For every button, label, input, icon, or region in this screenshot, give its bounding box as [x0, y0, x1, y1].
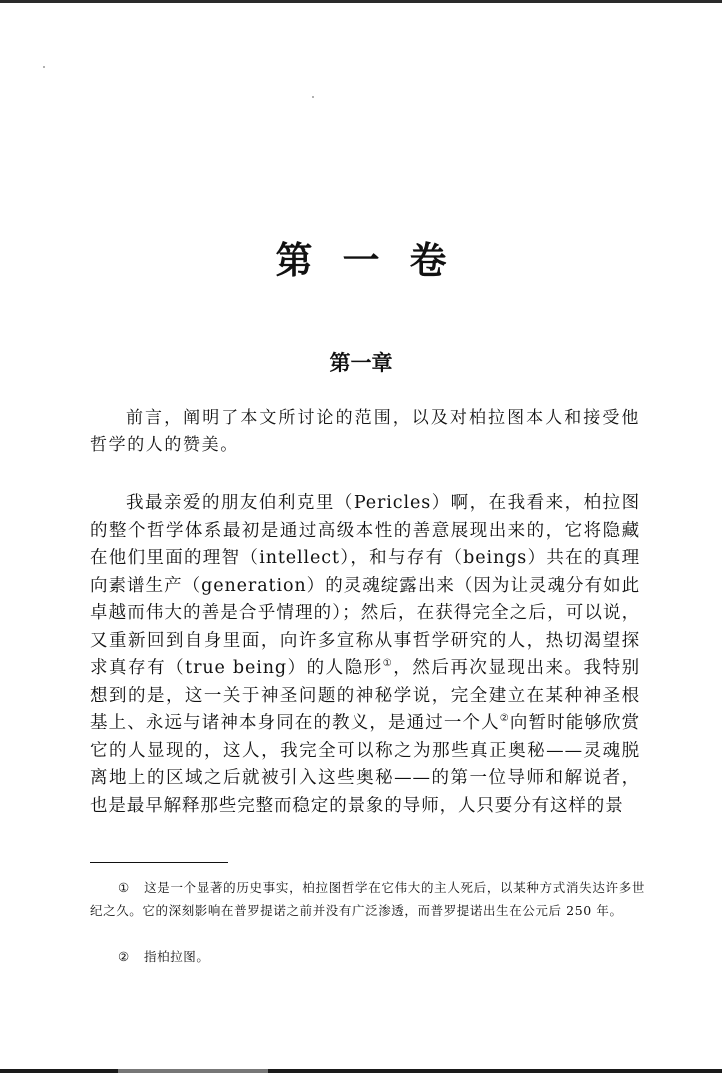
- footnote-2: [90, 945, 645, 968]
- body-text-part-1: 我最亲爱的朋友伯利克里（Pericles）啊，在我看来，柏拉图的整个哲学体系最初是通过高级本性的善意展现出来的，它将隐藏在他们里面的理智（intellect），和与存有（beings）共在的真理向素谱生产（generation）的灵魂绽露出来（因为让灵魂分有如此卓越而伟大的善是合乎情理的）；然后，在获得完全之后，可以说，又重新回到自身里面，向许多宣称从事哲学研究的人，热切渴望探求真存有（true being）的人隐形: [90, 493, 640, 678]
- bottom-border-line: [0, 1069, 722, 1073]
- chapter-title: 第一章: [329, 350, 393, 375]
- footnote-2-text: 指柏拉图。: [144, 949, 210, 964]
- top-border-line: [0, 0, 722, 3]
- footnote-1-text: 这是一个显著的历史事实，柏拉图哲学在它伟大的主人死后，以某种方式消失达许多世纪之久。它的深刻影响在普罗提诺之前并没有广泛渗透，而普罗提诺出生在公元后 250 年。: [90, 880, 645, 918]
- footnote-2-mark: ②: [118, 949, 130, 964]
- footnote-ref-2[interactable]: ②: [499, 713, 510, 725]
- scan-speck: [43, 66, 45, 68]
- footnote-1-mark: ①: [118, 880, 130, 895]
- body-paragraph: [90, 490, 640, 820]
- scan-speck: [312, 96, 314, 98]
- body-text-part-2: ，然后再次显现出来。我特别想到的是，这一关于神圣问题的神秘学说，完全建立在某种神圣根基上、永远与诸神本身同在的教义，是通过一个人: [90, 658, 641, 733]
- chapter-summary: 前言，阐明了本文所讨论的范围，以及对柏拉图本人和接受他哲学的人的赞美。: [90, 408, 640, 455]
- volume-title: 第一卷: [275, 238, 477, 282]
- footnote-divider: [90, 862, 228, 863]
- footnote-1: [90, 876, 645, 922]
- body-text-part-3: 向暂时能够欣赏它的人显现的，这人，我完全可以称之为那些真正奥秘——灵魂脱离地上的区域之后就被引入这些奥秘——的第一位导师和解说者，也是最早解释那些完整而稳定的景象的导师，人只要分有这样的景: [90, 713, 640, 816]
- footnote-ref-1[interactable]: ①: [382, 658, 394, 670]
